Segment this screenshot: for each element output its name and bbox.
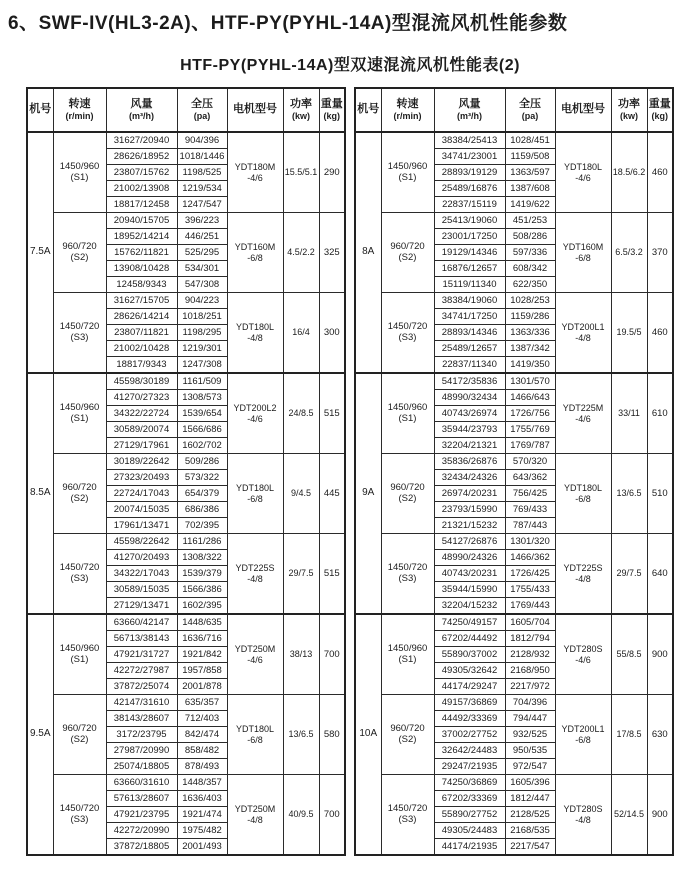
pressure-cell: 1419/622 <box>505 197 555 213</box>
pressure-cell: 1301/320 <box>505 534 555 550</box>
col-header-weight: 重量 (kg) <box>319 88 345 132</box>
flow-cell: 74250/49157 <box>434 614 505 631</box>
pressure-cell: 1466/362 <box>505 550 555 566</box>
pressure-cell: 1605/704 <box>505 614 555 631</box>
pressure-cell: 451/253 <box>505 213 555 229</box>
pressure-cell: 972/547 <box>505 759 555 775</box>
flow-cell: 34322/17043 <box>106 566 177 582</box>
flow-cell: 23807/11821 <box>106 325 177 341</box>
pressure-cell: 702/395 <box>177 518 227 534</box>
power-cell: 29/7.5 <box>283 534 319 615</box>
pressure-cell: 597/336 <box>505 245 555 261</box>
motor-cell: YDT180L -6/8 <box>555 454 611 534</box>
pressure-cell: 608/342 <box>505 261 555 277</box>
model-cell: 8.5A <box>27 373 53 614</box>
speed-cell: 1450/720 (S3) <box>53 534 106 615</box>
speed-cell: 1450/960 (S1) <box>53 132 106 213</box>
motor-cell: YDT280S -4/8 <box>555 775 611 856</box>
flow-cell: 25489/12657 <box>434 341 505 357</box>
motor-cell: YDT250M -4/8 <box>227 775 283 856</box>
power-cell: 4.5/2.2 <box>283 213 319 293</box>
flow-cell: 49157/36869 <box>434 695 505 711</box>
motor-cell: YDT200L1 -6/8 <box>555 695 611 775</box>
flow-cell: 18817/9343 <box>106 357 177 374</box>
flow-cell: 38143/28607 <box>106 711 177 727</box>
pressure-cell: 547/308 <box>177 277 227 293</box>
flow-cell: 3172/23795 <box>106 727 177 743</box>
model-cell: 8A <box>355 132 381 373</box>
power-cell: 13/6.5 <box>283 695 319 775</box>
pressure-cell: 1219/301 <box>177 341 227 357</box>
speed-cell: 1450/720 (S3) <box>53 775 106 856</box>
flow-cell: 54127/26876 <box>434 534 505 550</box>
model-cell: 10A <box>355 614 381 855</box>
flow-cell: 15119/11340 <box>434 277 505 293</box>
pressure-cell: 1636/403 <box>177 791 227 807</box>
flow-cell: 19129/14346 <box>434 245 505 261</box>
flow-cell: 28626/18952 <box>106 149 177 165</box>
flow-cell: 63660/31610 <box>106 775 177 791</box>
model-cell: 7.5A <box>27 132 53 373</box>
pressure-cell: 756/425 <box>505 486 555 502</box>
flow-cell: 37872/25074 <box>106 679 177 695</box>
table-row <box>27 132 345 149</box>
flow-cell: 34741/23001 <box>434 149 505 165</box>
performance-table-left <box>26 87 346 856</box>
pressure-cell: 635/357 <box>177 695 227 711</box>
flow-cell: 22837/15119 <box>434 197 505 213</box>
table-row <box>355 454 673 470</box>
pressure-cell: 1028/451 <box>505 132 555 149</box>
flow-cell: 25413/19060 <box>434 213 505 229</box>
table-row <box>27 454 345 470</box>
speed-cell: 1450/720 (S3) <box>381 775 434 856</box>
flow-cell: 38384/25413 <box>434 132 505 149</box>
flow-cell: 30589/15035 <box>106 582 177 598</box>
weight-cell: 610 <box>647 373 673 454</box>
flow-cell: 35944/15990 <box>434 582 505 598</box>
pressure-cell: 570/320 <box>505 454 555 470</box>
weight-cell: 460 <box>647 293 673 374</box>
flow-cell: 32642/24483 <box>434 743 505 759</box>
pressure-cell: 1301/570 <box>505 373 555 390</box>
pressure-cell: 1539/654 <box>177 406 227 422</box>
speed-cell: 1450/960 (S1) <box>381 614 434 695</box>
table-row <box>355 213 673 229</box>
pressure-cell: 1726/425 <box>505 566 555 582</box>
weight-cell: 370 <box>647 213 673 293</box>
flow-cell: 67202/33369 <box>434 791 505 807</box>
pressure-cell: 858/482 <box>177 743 227 759</box>
flow-cell: 27987/20990 <box>106 743 177 759</box>
table-row <box>27 534 345 550</box>
pressure-cell: 1755/433 <box>505 582 555 598</box>
weight-cell: 900 <box>647 775 673 856</box>
col-header-motor: 电机型号 <box>555 88 611 132</box>
table-row <box>355 132 673 149</box>
speed-cell: 1450/960 (S1) <box>381 132 434 213</box>
flow-cell: 20940/15705 <box>106 213 177 229</box>
motor-cell: YDT160M -6/8 <box>555 213 611 293</box>
flow-cell: 20074/15035 <box>106 502 177 518</box>
flow-cell: 27323/20493 <box>106 470 177 486</box>
flow-cell: 27129/13471 <box>106 598 177 615</box>
tables-row <box>0 87 700 856</box>
pressure-cell: 787/443 <box>505 518 555 534</box>
col-header-speed: 转速 (r/min) <box>381 88 434 132</box>
power-cell: 9/4.5 <box>283 454 319 534</box>
flow-cell: 47921/23795 <box>106 807 177 823</box>
pressure-cell: 1363/597 <box>505 165 555 181</box>
flow-cell: 29247/21935 <box>434 759 505 775</box>
pressure-cell: 2168/950 <box>505 663 555 679</box>
weight-cell: 445 <box>319 454 345 534</box>
model-cell: 9A <box>355 373 381 614</box>
speed-cell: 1450/960 (S1) <box>53 614 106 695</box>
pressure-cell: 932/525 <box>505 727 555 743</box>
weight-cell: 325 <box>319 213 345 293</box>
flow-cell: 34322/22724 <box>106 406 177 422</box>
col-header-power: 功率 (kw) <box>283 88 319 132</box>
pressure-cell: 1769/443 <box>505 598 555 615</box>
motor-cell: YDT225S -4/8 <box>227 534 283 615</box>
power-cell: 38/13 <box>283 614 319 695</box>
pressure-cell: 643/362 <box>505 470 555 486</box>
pressure-cell: 794/447 <box>505 711 555 727</box>
pressure-cell: 509/286 <box>177 454 227 470</box>
weight-cell: 460 <box>647 132 673 213</box>
flow-cell: 25489/16876 <box>434 181 505 197</box>
speed-cell: 960/720 (S2) <box>53 454 106 534</box>
flow-cell: 12458/9343 <box>106 277 177 293</box>
model-cell: 9.5A <box>27 614 53 855</box>
pressure-cell: 704/396 <box>505 695 555 711</box>
flow-cell: 45598/22642 <box>106 534 177 550</box>
col-header-power: 功率 (kw) <box>611 88 647 132</box>
pressure-cell: 654/379 <box>177 486 227 502</box>
pressure-cell: 686/386 <box>177 502 227 518</box>
pressure-cell: 534/301 <box>177 261 227 277</box>
flow-cell: 42272/20990 <box>106 823 177 839</box>
speed-cell: 960/720 (S2) <box>381 213 434 293</box>
pressure-cell: 2217/972 <box>505 679 555 695</box>
pressure-cell: 842/474 <box>177 727 227 743</box>
flow-cell: 15762/11821 <box>106 245 177 261</box>
motor-cell: YDT225M -4/6 <box>555 373 611 454</box>
pressure-cell: 1812/794 <box>505 631 555 647</box>
flow-cell: 25074/18805 <box>106 759 177 775</box>
flow-cell: 55890/27752 <box>434 807 505 823</box>
power-cell: 40/9.5 <box>283 775 319 856</box>
pressure-cell: 1161/286 <box>177 534 227 550</box>
pressure-cell: 1363/336 <box>505 325 555 341</box>
pressure-cell: 950/535 <box>505 743 555 759</box>
pressure-cell: 878/493 <box>177 759 227 775</box>
flow-cell: 31627/20940 <box>106 132 177 149</box>
performance-table-right <box>354 87 674 856</box>
motor-cell: YDT250M -4/6 <box>227 614 283 695</box>
flow-cell: 49305/32642 <box>434 663 505 679</box>
flow-cell: 45598/30189 <box>106 373 177 390</box>
flow-cell: 55890/37002 <box>434 647 505 663</box>
motor-cell: YDT180L -4/8 <box>227 293 283 374</box>
flow-cell: 28626/14214 <box>106 309 177 325</box>
pressure-cell: 1387/342 <box>505 341 555 357</box>
table-row <box>355 695 673 711</box>
table-row <box>355 373 673 390</box>
power-cell: 13/6.5 <box>611 454 647 534</box>
power-cell: 17/8.5 <box>611 695 647 775</box>
pressure-cell: 1198/295 <box>177 325 227 341</box>
col-header-pressure: 全压 (pa) <box>505 88 555 132</box>
pressure-cell: 1448/635 <box>177 614 227 631</box>
flow-cell: 34741/17250 <box>434 309 505 325</box>
motor-cell: YDT180L -4/6 <box>555 132 611 213</box>
flow-cell: 32434/24326 <box>434 470 505 486</box>
power-cell: 29/7.5 <box>611 534 647 615</box>
flow-cell: 42272/27987 <box>106 663 177 679</box>
pressure-cell: 1308/322 <box>177 550 227 566</box>
flow-cell: 49305/24483 <box>434 823 505 839</box>
table-row <box>27 293 345 309</box>
flow-cell: 23001/17250 <box>434 229 505 245</box>
flow-cell: 22837/11340 <box>434 357 505 374</box>
speed-cell: 1450/960 (S1) <box>381 373 434 454</box>
pressure-cell: 1219/534 <box>177 181 227 197</box>
weight-cell: 700 <box>319 775 345 856</box>
pressure-cell: 622/350 <box>505 277 555 293</box>
pressure-cell: 1605/396 <box>505 775 555 791</box>
motor-cell: YDT180M -4/6 <box>227 132 283 213</box>
col-header-flow: 风量 (m³/h) <box>434 88 505 132</box>
flow-cell: 56713/38143 <box>106 631 177 647</box>
flow-cell: 35836/26876 <box>434 454 505 470</box>
pressure-cell: 2128/932 <box>505 647 555 663</box>
flow-cell: 35944/23793 <box>434 422 505 438</box>
flow-cell: 37002/27752 <box>434 727 505 743</box>
motor-cell: YDT160M -6/8 <box>227 213 283 293</box>
flow-cell: 48990/32434 <box>434 390 505 406</box>
pressure-cell: 1018/251 <box>177 309 227 325</box>
flow-cell: 18952/14214 <box>106 229 177 245</box>
table-row <box>27 373 345 390</box>
table-row <box>27 213 345 229</box>
pressure-cell: 573/322 <box>177 470 227 486</box>
pressure-cell: 2217/547 <box>505 839 555 856</box>
flow-cell: 31627/15705 <box>106 293 177 309</box>
speed-cell: 960/720 (S2) <box>53 213 106 293</box>
pressure-cell: 1921/842 <box>177 647 227 663</box>
pressure-cell: 904/396 <box>177 132 227 149</box>
pressure-cell: 1018/1446 <box>177 149 227 165</box>
weight-cell: 580 <box>319 695 345 775</box>
flow-cell: 21321/15232 <box>434 518 505 534</box>
table-row <box>27 775 345 791</box>
flow-cell: 32204/21321 <box>434 438 505 454</box>
pressure-cell: 396/223 <box>177 213 227 229</box>
table-row <box>27 614 345 631</box>
flow-cell: 38384/19060 <box>434 293 505 309</box>
weight-cell: 515 <box>319 534 345 615</box>
pressure-cell: 1539/379 <box>177 566 227 582</box>
pressure-cell: 1602/395 <box>177 598 227 615</box>
flow-cell: 41270/27323 <box>106 390 177 406</box>
flow-cell: 27129/17961 <box>106 438 177 454</box>
pressure-cell: 1387/608 <box>505 181 555 197</box>
col-header-pressure: 全压 (pa) <box>177 88 227 132</box>
pressure-cell: 1198/525 <box>177 165 227 181</box>
pressure-cell: 1812/447 <box>505 791 555 807</box>
flow-cell: 47921/31727 <box>106 647 177 663</box>
flow-cell: 54172/35836 <box>434 373 505 390</box>
flow-cell: 67202/44492 <box>434 631 505 647</box>
speed-cell: 960/720 (S2) <box>53 695 106 775</box>
pressure-cell: 446/251 <box>177 229 227 245</box>
flow-cell: 40743/26974 <box>434 406 505 422</box>
flow-cell: 57613/28607 <box>106 791 177 807</box>
weight-cell: 510 <box>647 454 673 534</box>
power-cell: 18.5/6.2 <box>611 132 647 213</box>
weight-cell: 290 <box>319 132 345 213</box>
power-cell: 24/8.5 <box>283 373 319 454</box>
table-row <box>355 534 673 550</box>
pressure-cell: 2001/493 <box>177 839 227 856</box>
motor-cell: YDT180L -6/8 <box>227 454 283 534</box>
flow-cell: 28893/14346 <box>434 325 505 341</box>
speed-cell: 1450/720 (S3) <box>53 293 106 374</box>
motor-cell: YDT200L2 -4/6 <box>227 373 283 454</box>
col-header-model: 机号 <box>355 88 381 132</box>
col-header-model: 机号 <box>27 88 53 132</box>
col-header-weight: 重量 (kg) <box>647 88 673 132</box>
flow-cell: 17961/13471 <box>106 518 177 534</box>
power-cell: 19.5/5 <box>611 293 647 374</box>
pressure-cell: 2168/535 <box>505 823 555 839</box>
weight-cell: 515 <box>319 373 345 454</box>
flow-cell: 44174/21935 <box>434 839 505 856</box>
flow-cell: 48990/24326 <box>434 550 505 566</box>
flow-cell: 40743/20231 <box>434 566 505 582</box>
pressure-cell: 1975/482 <box>177 823 227 839</box>
flow-cell: 63660/42147 <box>106 614 177 631</box>
power-cell: 52/14.5 <box>611 775 647 856</box>
weight-cell: 630 <box>647 695 673 775</box>
flow-cell: 44492/33369 <box>434 711 505 727</box>
power-cell: 55/8.5 <box>611 614 647 695</box>
pressure-cell: 1159/508 <box>505 149 555 165</box>
flow-cell: 74250/36869 <box>434 775 505 791</box>
speed-cell: 1450/720 (S3) <box>381 293 434 374</box>
flow-cell: 32204/15232 <box>434 598 505 615</box>
pressure-cell: 1159/286 <box>505 309 555 325</box>
power-cell: 16/4 <box>283 293 319 374</box>
pressure-cell: 508/286 <box>505 229 555 245</box>
speed-cell: 960/720 (S2) <box>381 454 434 534</box>
pressure-cell: 1419/350 <box>505 357 555 374</box>
pressure-cell: 1466/643 <box>505 390 555 406</box>
flow-cell: 18817/12458 <box>106 197 177 213</box>
flow-cell: 23807/15762 <box>106 165 177 181</box>
pressure-cell: 525/295 <box>177 245 227 261</box>
pressure-cell: 769/433 <box>505 502 555 518</box>
flow-cell: 21002/13908 <box>106 181 177 197</box>
pressure-cell: 1247/547 <box>177 197 227 213</box>
motor-cell: YDT280S -4/6 <box>555 614 611 695</box>
table-row <box>355 775 673 791</box>
pressure-cell: 1566/686 <box>177 422 227 438</box>
weight-cell: 300 <box>319 293 345 374</box>
flow-cell: 41270/20493 <box>106 550 177 566</box>
col-header-speed: 转速 (r/min) <box>53 88 106 132</box>
flow-cell: 22724/17043 <box>106 486 177 502</box>
page-title: 6、SWF-IV(HL3-2A)、HTF-PY(PYHL-14A)型混流风机性能参数 <box>8 13 568 34</box>
table-row <box>355 293 673 309</box>
pressure-cell: 2001/878 <box>177 679 227 695</box>
table-row <box>355 614 673 631</box>
speed-cell: 1450/720 (S3) <box>381 534 434 615</box>
pressure-cell: 712/403 <box>177 711 227 727</box>
weight-cell: 900 <box>647 614 673 695</box>
pressure-cell: 1602/702 <box>177 438 227 454</box>
flow-cell: 37872/18805 <box>106 839 177 856</box>
pressure-cell: 1566/386 <box>177 582 227 598</box>
pressure-cell: 1308/573 <box>177 390 227 406</box>
flow-cell: 13908/10428 <box>106 261 177 277</box>
flow-cell: 26974/20231 <box>434 486 505 502</box>
pressure-cell: 1769/787 <box>505 438 555 454</box>
pressure-cell: 1636/716 <box>177 631 227 647</box>
flow-cell: 28893/19129 <box>434 165 505 181</box>
power-cell: 15.5/5.1 <box>283 132 319 213</box>
flow-cell: 30589/20074 <box>106 422 177 438</box>
power-cell: 33/11 <box>611 373 647 454</box>
flow-cell: 42147/31610 <box>106 695 177 711</box>
pressure-cell: 1247/308 <box>177 357 227 374</box>
table-row <box>27 695 345 711</box>
speed-cell: 1450/960 (S1) <box>53 373 106 454</box>
col-header-motor: 电机型号 <box>227 88 283 132</box>
col-header-flow: 风量 (m³/h) <box>106 88 177 132</box>
flow-cell: 21002/10428 <box>106 341 177 357</box>
pressure-cell: 1726/756 <box>505 406 555 422</box>
pressure-cell: 2128/525 <box>505 807 555 823</box>
flow-cell: 23793/15990 <box>434 502 505 518</box>
motor-cell: YDT180L -6/8 <box>227 695 283 775</box>
pressure-cell: 904/223 <box>177 293 227 309</box>
pressure-cell: 1028/253 <box>505 293 555 309</box>
pressure-cell: 1755/769 <box>505 422 555 438</box>
speed-cell: 960/720 (S2) <box>381 695 434 775</box>
power-cell: 6.5/3.2 <box>611 213 647 293</box>
motor-cell: YDT225S -4/8 <box>555 534 611 615</box>
pressure-cell: 1448/357 <box>177 775 227 791</box>
weight-cell: 640 <box>647 534 673 615</box>
flow-cell: 30189/22642 <box>106 454 177 470</box>
weight-cell: 700 <box>319 614 345 695</box>
pressure-cell: 1957/858 <box>177 663 227 679</box>
table-title: HTF-PY(PYHL-14A)型双速混流风机性能表(2) <box>180 57 520 74</box>
flow-cell: 44174/29247 <box>434 679 505 695</box>
motor-cell: YDT200L1 -4/8 <box>555 293 611 374</box>
pressure-cell: 1161/509 <box>177 373 227 390</box>
pressure-cell: 1921/474 <box>177 807 227 823</box>
flow-cell: 16876/12657 <box>434 261 505 277</box>
